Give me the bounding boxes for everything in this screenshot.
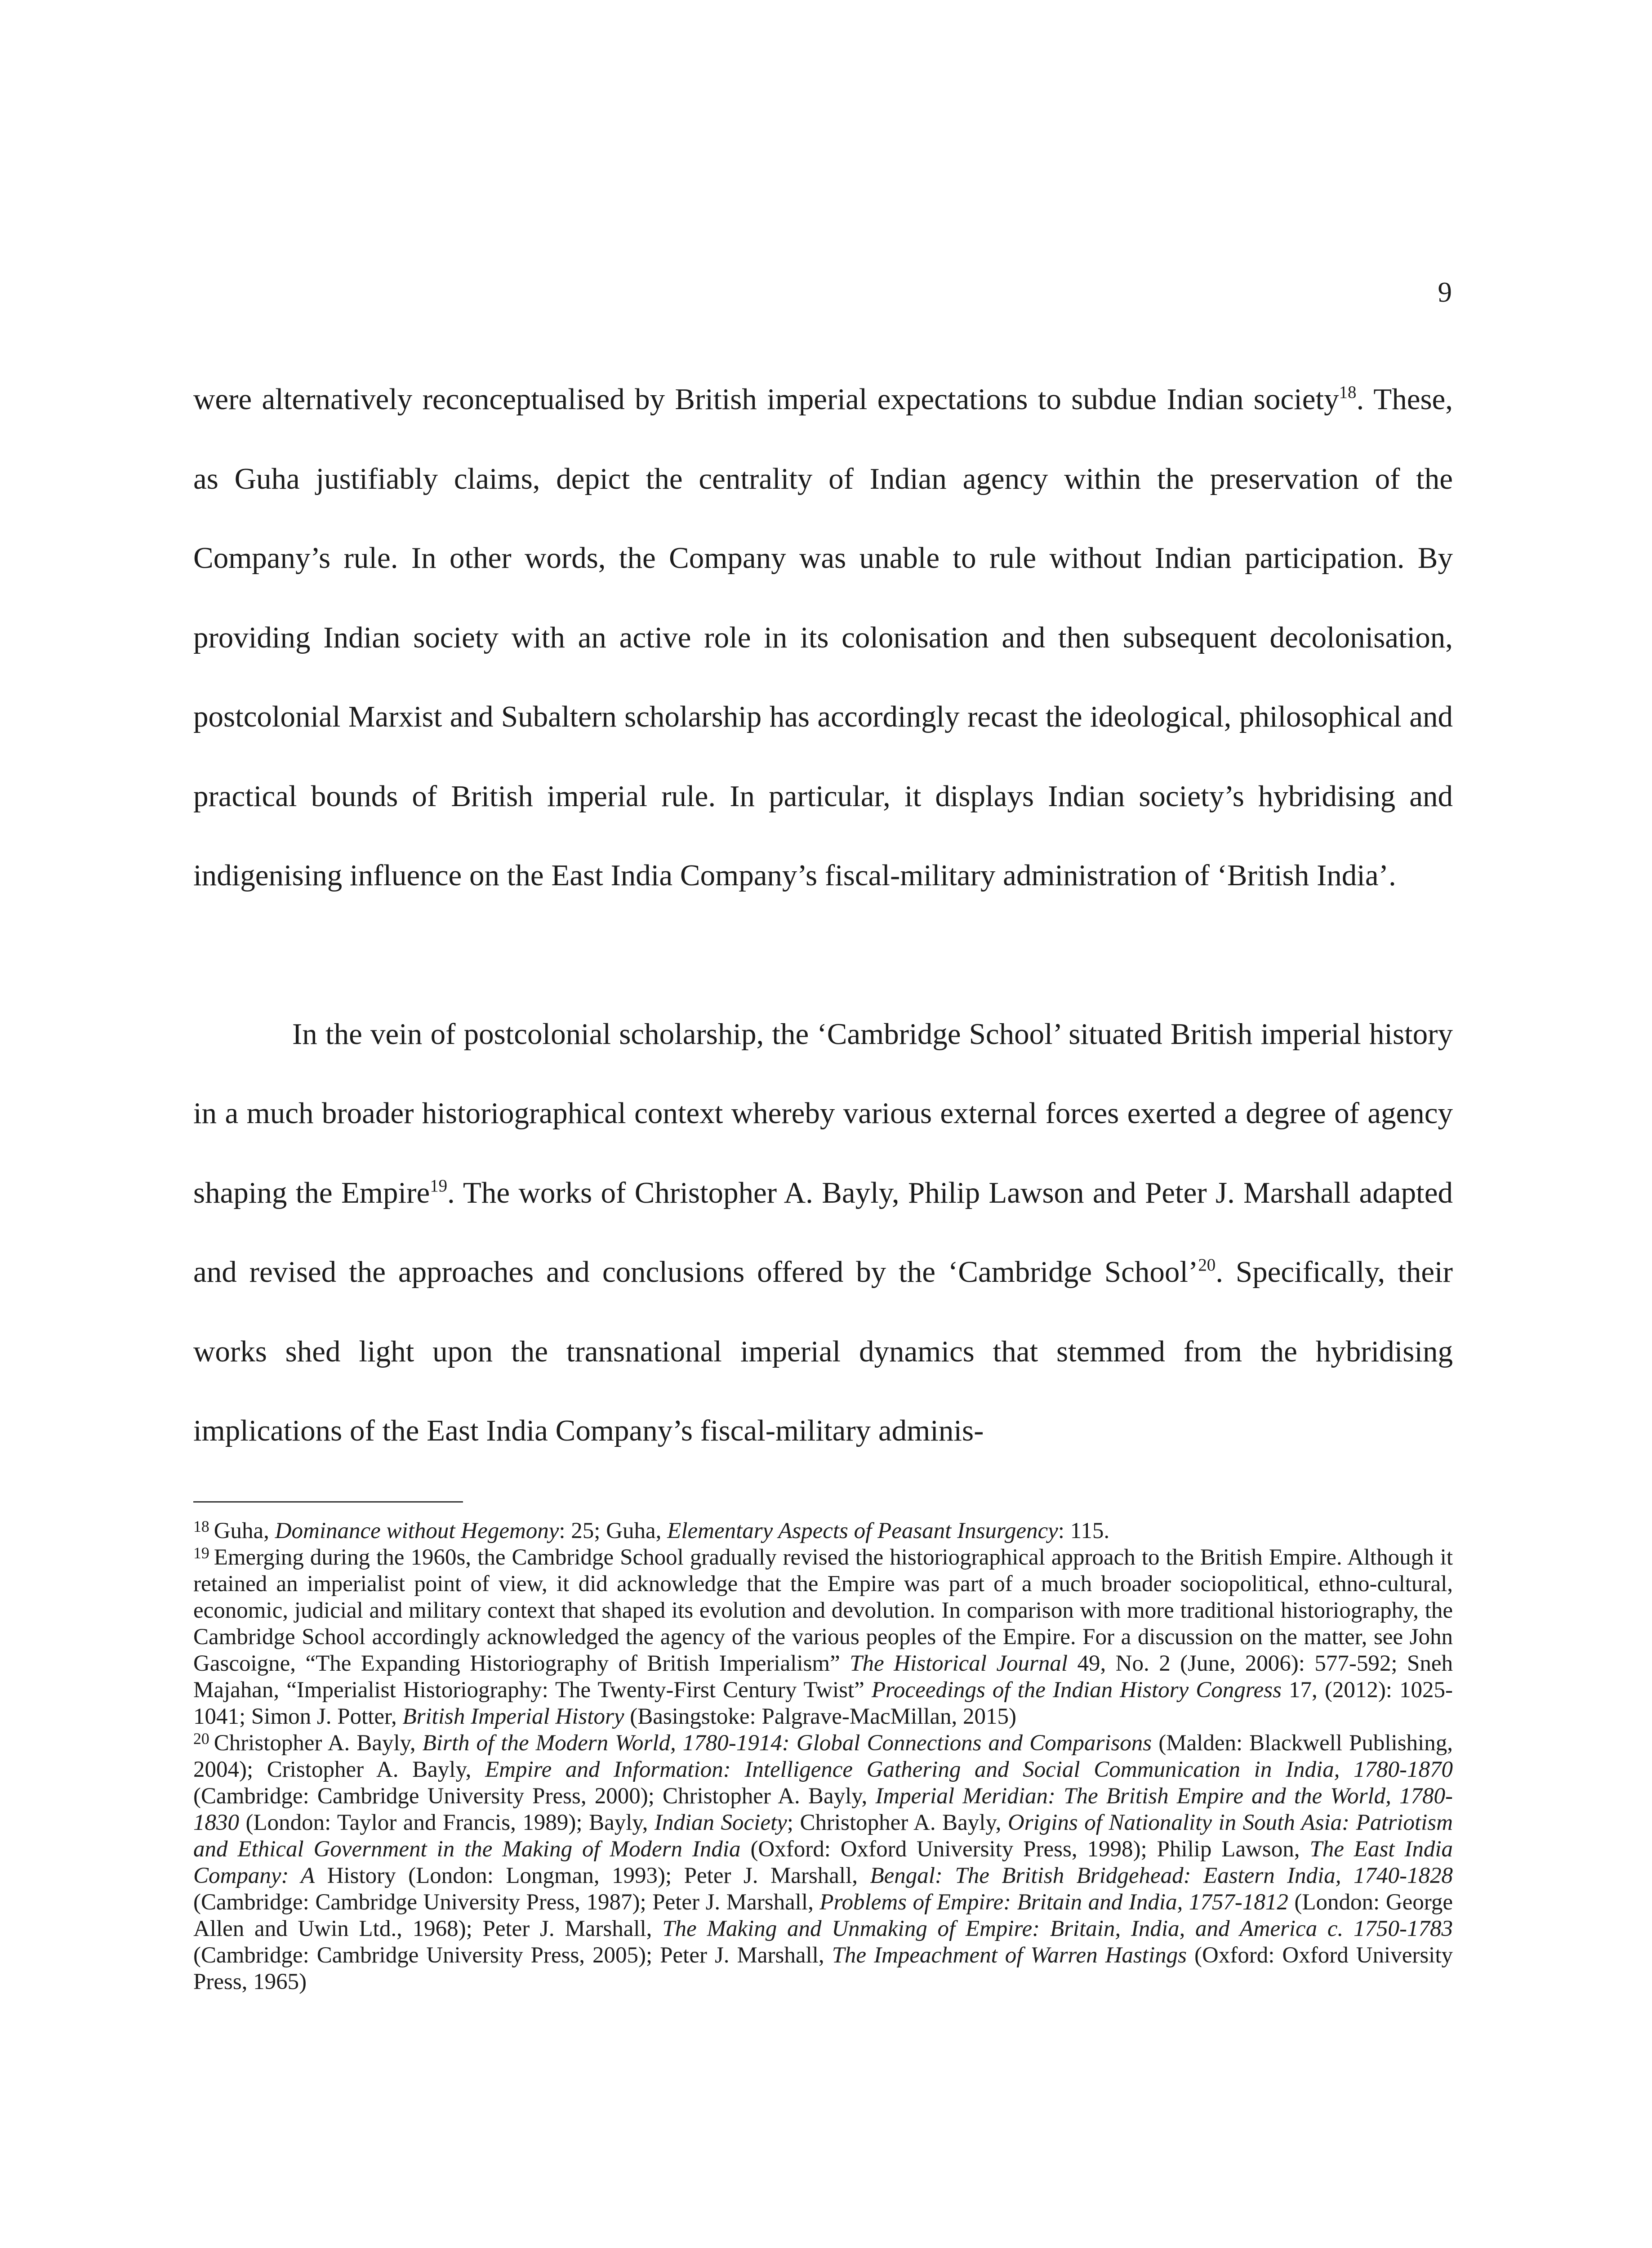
text-run: Emerging during the 1960s, the Cambridge School gradually revised the historiographical approach to the British Empire. Although it retained an imperialist point of view, it did acknowledge that the Empire was part of a much broader sociopolitical, ethno-cultural, economic, judicial and military context that shaped its evolution and devolution. In comparison with more traditional historiography, the Cambridge School accordingly acknowledged the agency of the various peoples of the Empire. For a discussion on the matter, see John Gascoigne, “The Expanding Historiography of British Imperialism” bbox=[193, 1545, 1453, 1676]
citation-title: Indian Society bbox=[654, 1810, 787, 1835]
text-run: (Oxford: Oxford University Press, 1965) bbox=[193, 1943, 1453, 1994]
footnote bbox=[193, 1518, 1453, 1544]
paragraph bbox=[193, 360, 1453, 915]
citation-title: Bengal: The British Bridgehead: Eastern India, 1740-1828 bbox=[870, 1863, 1453, 1888]
text-run: 49, No. 2 (June, 2006): 577-592; Sneh Majahan, “Imperialist Historiography: The Twenty-First Century Twist” bbox=[193, 1651, 1453, 1703]
text-run: . These, as Guha justifiably claims, depict the centrality of Indian agency within the preservation of the Company’s rule. In other words, the Company was unable to rule without Indian participation. By providing Indian society with an active role in its colonisation and then subsequent decolonisation, postcolonial Marxist and Subaltern scholarship has accordingly recast the ideological, philosophical and practical bounds of British imperial rule. In particular, it displays Indian society’s hybridising and indigenising influence on the East India Company’s fiscal-military administration of ‘British India’. bbox=[193, 383, 1453, 892]
footnote-reference: 20 bbox=[1198, 1255, 1216, 1275]
text-run: . The works of Christopher A. Bayly, Philip Lawson and Peter J. Marshall adapted and revised the approaches and conclusions offered by the ‘Cambridge School’ bbox=[193, 1176, 1453, 1289]
citation-title: Birth of the Modern World, 1780-1914: Global Connections and Comparisons bbox=[422, 1731, 1152, 1756]
text-run: : 115. bbox=[1058, 1518, 1110, 1543]
text-run: ; Christopher A. Bayly, bbox=[787, 1810, 1008, 1835]
body-text bbox=[193, 360, 1453, 1471]
text-run: (Malden: Blackwell Publishing, 2004); Cristopher A. Bayly, bbox=[193, 1731, 1453, 1782]
text-run: (Oxford: Oxford University Press, 1998); Philip Lawson, bbox=[740, 1837, 1310, 1862]
text-run: . Specifically, their works shed light upon the transnational imperial dynamics that stemmed from the hybridising implications of the East India Company’s fiscal-military adminis- bbox=[193, 1255, 1453, 1447]
footnote-text bbox=[193, 1545, 1453, 1729]
citation-title: British Imperial History bbox=[402, 1704, 624, 1729]
footnote-separator bbox=[193, 1501, 463, 1503]
footnote bbox=[193, 1730, 1453, 1995]
text-run: (Cambridge: Cambridge University Press, 2005); Peter J. Marshall, bbox=[193, 1943, 832, 1968]
citation-title: Elementary Aspects of Peasant Insurgency bbox=[667, 1518, 1058, 1543]
footnote-number: 20 bbox=[193, 1729, 209, 1748]
citation-title: The Impeachment of Warren Hastings bbox=[832, 1943, 1187, 1968]
footnote-text bbox=[193, 1731, 1453, 1994]
footnote-number: 18 bbox=[193, 1517, 209, 1535]
text-run: Guha, bbox=[214, 1518, 275, 1543]
citation-title: Problems of Empire: Britain and India, 1757-1812 bbox=[819, 1890, 1288, 1915]
text-run: (Cambridge: Cambridge University Press, 2000); Christopher A. Bayly, bbox=[193, 1784, 876, 1809]
text-run: Christopher A. Bayly, bbox=[214, 1731, 423, 1756]
footnotes bbox=[193, 1518, 1453, 1995]
text-run: 17, (2012): 1025-1041; Simon J. Potter, bbox=[193, 1677, 1453, 1729]
paragraph bbox=[193, 995, 1453, 1471]
citation-title: Origins of Nationality in South Asia: Patriotism and Ethical Government in the Making of Modern India bbox=[193, 1810, 1453, 1862]
text-run: were alternatively reconceptualised by British imperial expectations to subdue Indian society bbox=[193, 383, 1339, 416]
citation-title: Imperial Meridian: The British Empire and the World, 1780-1830 bbox=[193, 1784, 1453, 1835]
footnote-number: 19 bbox=[193, 1543, 209, 1562]
citation-title: The Making and Unmaking of Empire: Britain, India, and America c. 1750-1783 bbox=[662, 1916, 1453, 1941]
citation-title: The East India Company: A bbox=[193, 1837, 1453, 1888]
text-run: (Cambridge: Cambridge University Press, 1987); Peter J. Marshall, bbox=[193, 1890, 820, 1915]
text-run: : 25; Guha, bbox=[559, 1518, 668, 1543]
citation-title: Empire and Information: Intelligence Gathering and Social Communication in India, 1780-1870 bbox=[485, 1757, 1453, 1782]
text-run: History (London: Longman, 1993); Peter J. Marshall, bbox=[315, 1863, 870, 1888]
text-run: (Basingstoke: Palgrave-MacMillan, 2015) bbox=[624, 1704, 1016, 1729]
text-run: (London: Taylor and Francis, 1989); Bayly, bbox=[239, 1810, 655, 1835]
citation-title: Dominance without Hegemony bbox=[275, 1518, 559, 1543]
footnote-reference: 19 bbox=[430, 1176, 448, 1195]
footnote-reference: 18 bbox=[1339, 382, 1357, 402]
citation-title: Proceedings of the Indian History Congress bbox=[871, 1677, 1282, 1703]
text-run: (London: George Allen and Uwin Ltd., 1968); Peter J. Marshall, bbox=[193, 1890, 1453, 1941]
footnote-text bbox=[214, 1518, 1109, 1543]
footnote bbox=[193, 1544, 1453, 1730]
text-run: In the vein of postcolonial scholarship, the ‘Cambridge School’ situated British imperial history in a much broader historiographical context whereby various external forces exerted a degree of agency shaping the Empire bbox=[193, 1017, 1453, 1209]
page-number: 9 bbox=[1438, 277, 1452, 308]
citation-title: The Historical Journal bbox=[850, 1651, 1068, 1676]
